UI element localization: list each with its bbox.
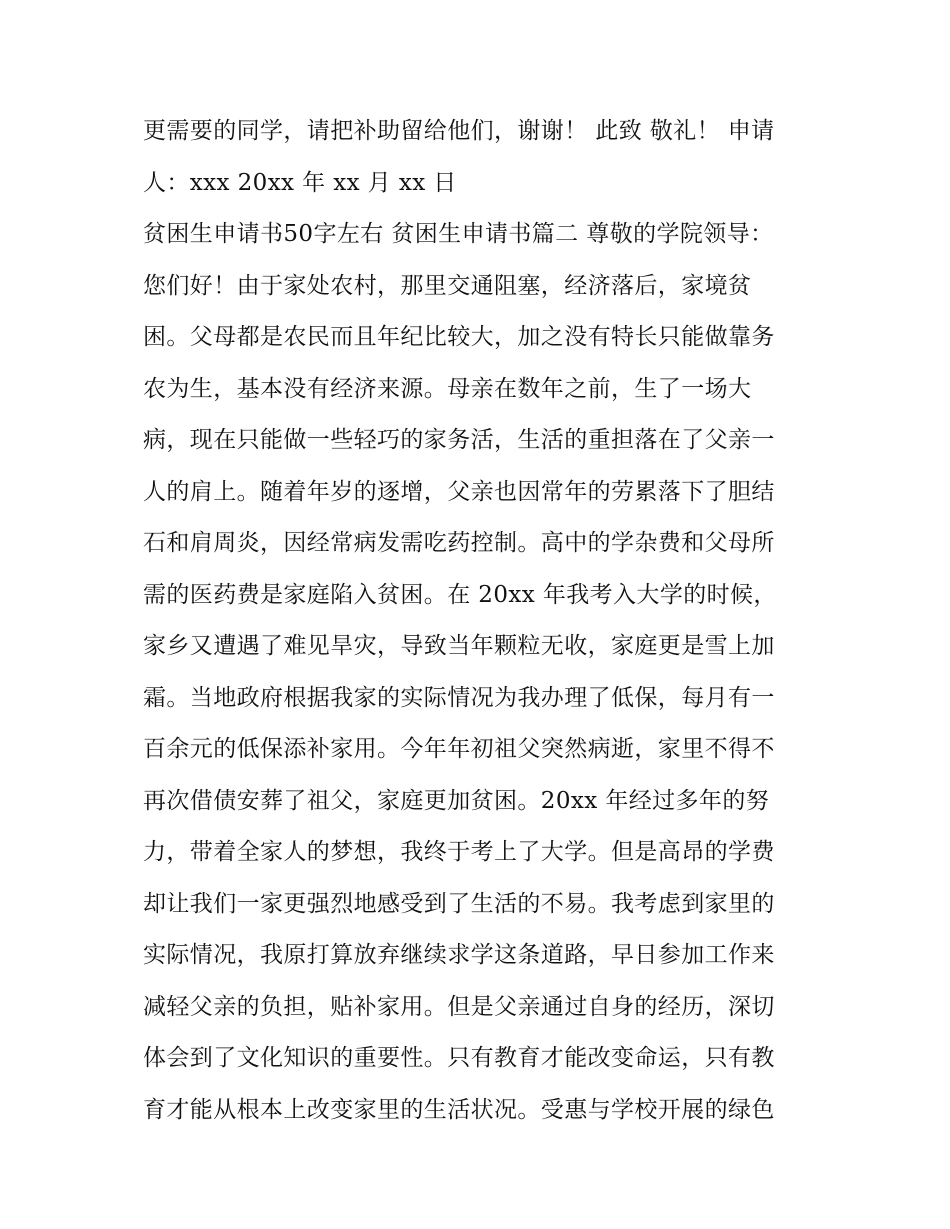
text-line: 人：xxx 20xx 年 xx 月 xx 日 bbox=[143, 169, 457, 196]
text-line: 力，带着全家人的梦想，我终于考上了大学。但是高昂的学费 bbox=[143, 839, 775, 865]
text-line: 家乡又遭遇了难见旱灾，导致当年颗粒无收，家庭更是雪上加 bbox=[143, 633, 775, 659]
text-line: 减轻父亲的负担，贴补家用。但是父亲通过自身的经历，深切 bbox=[143, 993, 775, 1020]
text-line: 困。父母都是农民而且年纪比较大，加之没有特长只能做靠务 bbox=[143, 324, 775, 350]
main-paragraph bbox=[143, 209, 823, 1136]
text-line: 百余元的低保添补家用。今年年初祖父突然病逝，家里不得不 bbox=[143, 736, 775, 762]
text-line: 石和肩周炎，因经常病发需吃药控制。高中的学杂费和父母所 bbox=[143, 530, 775, 556]
text-line: 贫困生申请书50字左右 贫困生申请书篇二 尊敬的学院领导： bbox=[143, 221, 774, 247]
text-line: 您们好！由于家处农村，那里交通阻塞，经济落后，家境贫 bbox=[143, 272, 752, 299]
text-line: 人的肩上。随着年岁的逐增，父亲也因常年的劳累落下了胆结 bbox=[143, 478, 775, 505]
closing-paragraph bbox=[143, 106, 823, 209]
text-line: 再次借债安葬了祖父，家庭更加贫困。20xx 年经过多年的努 bbox=[143, 787, 770, 814]
text-line: 却让我们一家更强烈地感受到了生活的不易。我考虑到家里的 bbox=[143, 890, 775, 917]
text-line: 需的医药费是家庭陷入贫困。在 20xx 年我考入大学的时候， bbox=[143, 581, 777, 608]
text-line: 体会到了文化知识的重要性。只有教育才能改变命运，只有教 bbox=[143, 1045, 775, 1071]
text-line: 病，现在只能做一些轻巧的家务活，生活的重担落在了父亲一 bbox=[143, 427, 775, 453]
text-line: 育才能从根本上改变家里的生活状况。受惠与学校开展的绿色 bbox=[143, 1096, 775, 1123]
text-line: 实际情况，我原打算放弃继续求学这条道路，早日参加工作来 bbox=[143, 942, 775, 968]
text-line: 更需要的同学，请把补助留给他们，谢谢！ 此致 敬礼！ 申请 bbox=[143, 118, 775, 144]
text-line: 农为生，基本没有经济来源。母亲在数年之前，生了一场大 bbox=[143, 375, 752, 402]
text-line: 霜。当地政府根据我家的实际情况为我办理了低保，每月有一 bbox=[143, 684, 775, 711]
